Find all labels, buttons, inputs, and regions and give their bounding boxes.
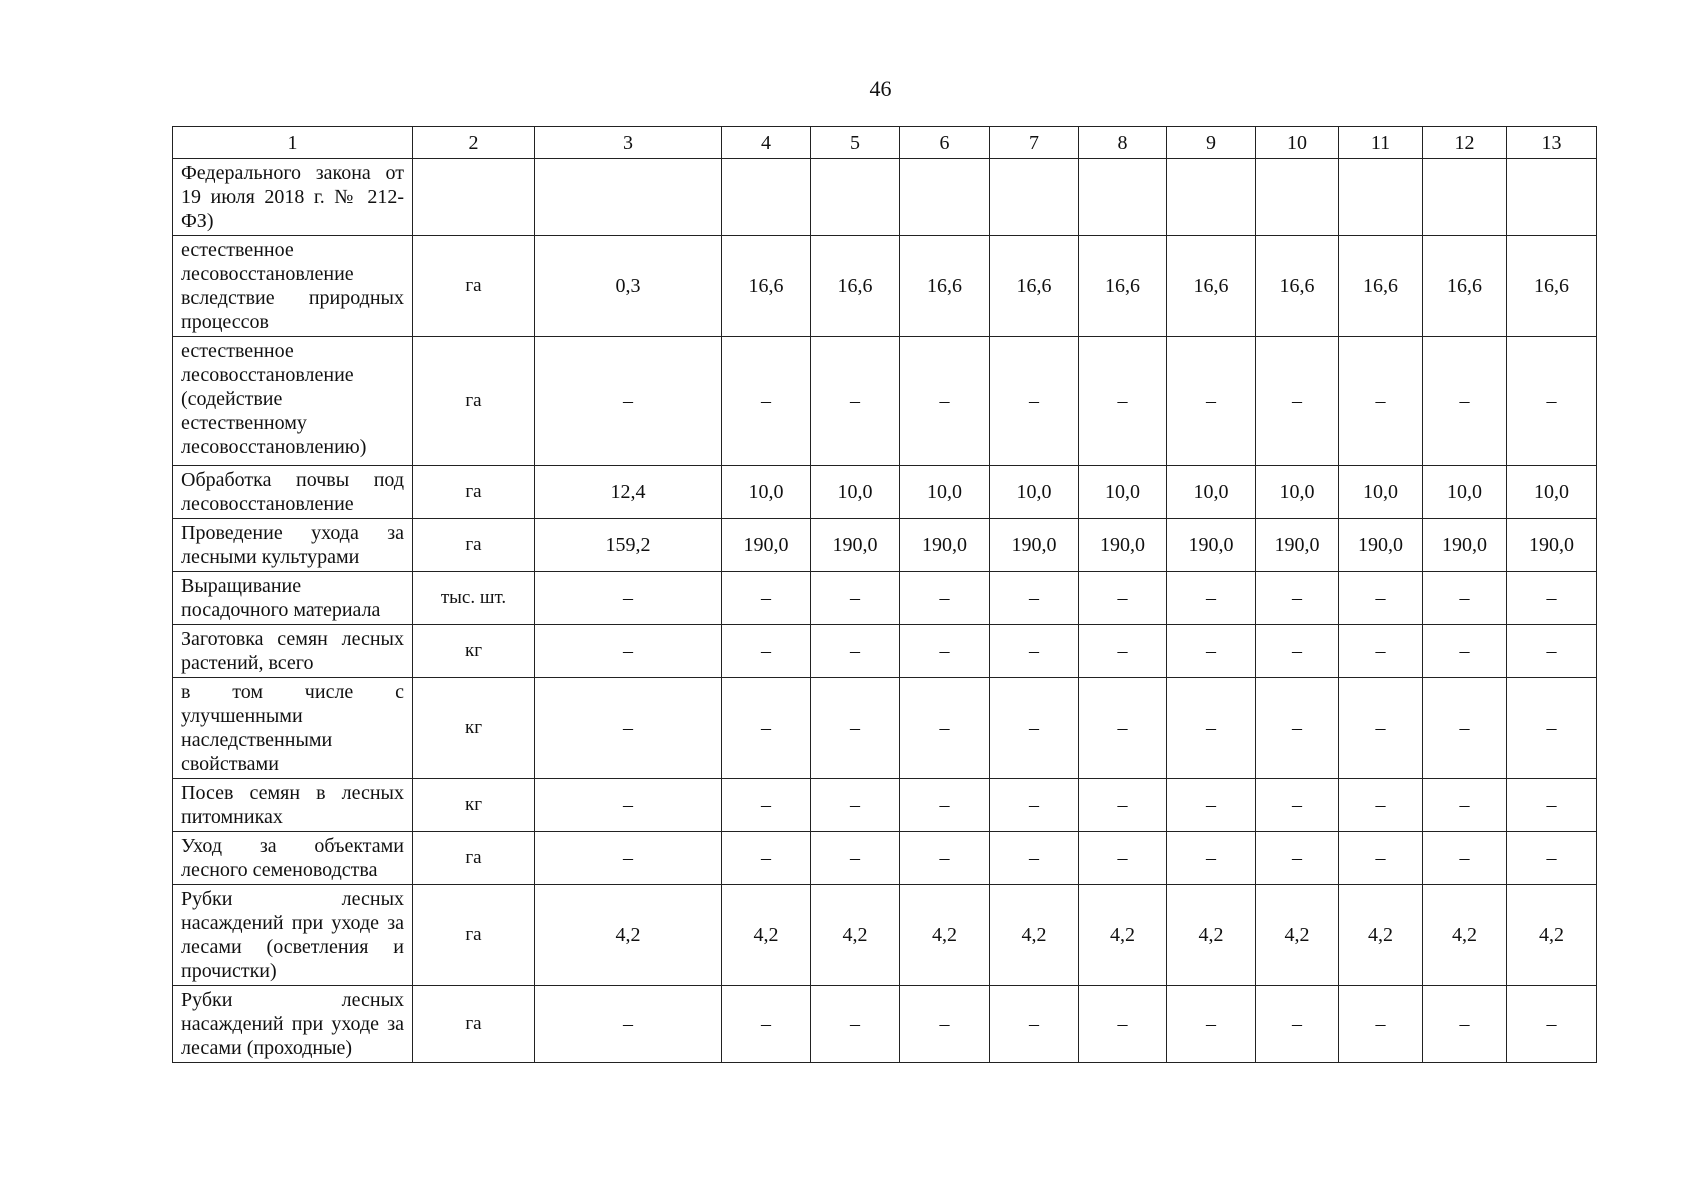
unit-cell: га [413, 519, 535, 572]
row-name-cell: Рубки лесных насаждений при уходе за лесами (проходные) [173, 986, 413, 1063]
value-cell: – [1256, 625, 1339, 678]
value-cell: 0,3 [535, 236, 722, 337]
table-body [173, 127, 1597, 1063]
unit-cell: кг [413, 625, 535, 678]
value-cell: – [1167, 678, 1256, 779]
row-name-cell: естественное лесовосстановление вследствие природных процессов [173, 236, 413, 337]
value-cell: – [1167, 625, 1256, 678]
value-cell: – [1256, 337, 1339, 466]
value-cell: – [1339, 678, 1423, 779]
value-cell: – [811, 678, 900, 779]
value-cell: – [1167, 986, 1256, 1063]
value-cell [535, 159, 722, 236]
value-cell: – [900, 625, 990, 678]
value-cell: 16,6 [1167, 236, 1256, 337]
value-cell: 16,6 [900, 236, 990, 337]
value-cell: 16,6 [1339, 236, 1423, 337]
value-cell: – [990, 625, 1079, 678]
header-cell: 8 [1079, 127, 1167, 159]
unit-cell: тыс. шт. [413, 572, 535, 625]
value-cell: 4,2 [1423, 885, 1507, 986]
row-name-cell: Проведение ухода за лесными культурами [173, 519, 413, 572]
value-cell: – [1423, 779, 1507, 832]
row-name-cell: Уход за объектами лесного семеноводства [173, 832, 413, 885]
row-name-cell: Федерального закона от 19 июля 2018 г. № 212-ФЗ) [173, 159, 413, 236]
value-cell: – [722, 779, 811, 832]
value-cell: 4,2 [811, 885, 900, 986]
value-cell: – [1507, 337, 1597, 466]
value-cell: – [1423, 572, 1507, 625]
header-cell: 11 [1339, 127, 1423, 159]
header-cell: 5 [811, 127, 900, 159]
value-cell [1423, 159, 1507, 236]
value-cell [811, 159, 900, 236]
value-cell: – [990, 678, 1079, 779]
value-cell: – [811, 832, 900, 885]
value-cell: – [1507, 678, 1597, 779]
header-cell: 7 [990, 127, 1079, 159]
unit-cell: га [413, 832, 535, 885]
value-cell: 190,0 [811, 519, 900, 572]
value-cell: 190,0 [900, 519, 990, 572]
value-cell: 16,6 [1423, 236, 1507, 337]
table-row [173, 986, 1597, 1063]
activity-table [172, 126, 1597, 1063]
value-cell: – [900, 678, 990, 779]
value-cell: – [811, 625, 900, 678]
value-cell: – [1423, 986, 1507, 1063]
value-cell: 4,2 [900, 885, 990, 986]
value-cell: – [722, 337, 811, 466]
value-cell: 10,0 [1167, 466, 1256, 519]
unit-cell: кг [413, 678, 535, 779]
value-cell: 10,0 [990, 466, 1079, 519]
value-cell: – [1167, 572, 1256, 625]
value-cell: – [1167, 832, 1256, 885]
value-cell: 16,6 [990, 236, 1079, 337]
value-cell: – [1507, 832, 1597, 885]
value-cell: – [1423, 832, 1507, 885]
value-cell: – [1507, 986, 1597, 1063]
value-cell: 190,0 [1339, 519, 1423, 572]
value-cell: – [1256, 986, 1339, 1063]
row-name-cell: естественное лесовосстановление (содействие естественному лесовосстановлению) [173, 337, 413, 466]
value-cell: 190,0 [990, 519, 1079, 572]
value-cell: – [1507, 779, 1597, 832]
header-cell: 12 [1423, 127, 1507, 159]
table-row [173, 832, 1597, 885]
value-cell: 10,0 [1256, 466, 1339, 519]
page-number: 46 [869, 76, 892, 101]
value-cell: – [1079, 625, 1167, 678]
header-cell: 2 [413, 127, 535, 159]
value-cell: – [1256, 832, 1339, 885]
value-cell: 190,0 [1256, 519, 1339, 572]
value-cell: 4,2 [1507, 885, 1597, 986]
table-row [173, 159, 1597, 236]
value-cell: – [900, 572, 990, 625]
value-cell [1507, 159, 1597, 236]
row-name-cell: Заготовка семян лесных растений, всего [173, 625, 413, 678]
unit-cell [413, 159, 535, 236]
value-cell: – [535, 337, 722, 466]
value-cell [900, 159, 990, 236]
table-row [173, 885, 1597, 986]
table-row [173, 678, 1597, 779]
value-cell: 4,2 [990, 885, 1079, 986]
header-cell: 4 [722, 127, 811, 159]
row-name-cell: Посев семян в лесных питомниках [173, 779, 413, 832]
value-cell: 190,0 [1507, 519, 1597, 572]
value-cell: – [811, 986, 900, 1063]
value-cell: 16,6 [1256, 236, 1339, 337]
value-cell: – [1423, 678, 1507, 779]
header-cell: 3 [535, 127, 722, 159]
value-cell: – [535, 625, 722, 678]
value-cell: – [1256, 572, 1339, 625]
value-cell: 190,0 [1167, 519, 1256, 572]
value-cell: 10,0 [722, 466, 811, 519]
value-cell: – [722, 572, 811, 625]
value-cell: – [722, 678, 811, 779]
value-cell: 12,4 [535, 466, 722, 519]
row-name-cell: Выращивание посадочного материала [173, 572, 413, 625]
value-cell: – [1339, 572, 1423, 625]
value-cell: – [1339, 832, 1423, 885]
value-cell: – [535, 572, 722, 625]
value-cell: 4,2 [535, 885, 722, 986]
row-name-cell: Рубки лесных насаждений при уходе за лесами (осветления и прочистки) [173, 885, 413, 986]
table-row [173, 625, 1597, 678]
value-cell: – [1423, 625, 1507, 678]
table-row [173, 779, 1597, 832]
value-cell: 16,6 [1079, 236, 1167, 337]
unit-cell: га [413, 466, 535, 519]
value-cell: 4,2 [1079, 885, 1167, 986]
value-cell: – [900, 337, 990, 466]
value-cell: – [1256, 678, 1339, 779]
value-cell: – [990, 986, 1079, 1063]
value-cell: – [1423, 337, 1507, 466]
header-cell: 6 [900, 127, 990, 159]
unit-cell: га [413, 986, 535, 1063]
value-cell: 16,6 [1507, 236, 1597, 337]
value-cell: 4,2 [1256, 885, 1339, 986]
value-cell: – [535, 986, 722, 1063]
value-cell: – [900, 986, 990, 1063]
header-cell: 13 [1507, 127, 1597, 159]
value-cell: – [1079, 986, 1167, 1063]
value-cell: – [1167, 779, 1256, 832]
unit-cell: кг [413, 779, 535, 832]
value-cell: 4,2 [1339, 885, 1423, 986]
value-cell: – [535, 678, 722, 779]
value-cell [722, 159, 811, 236]
value-cell: – [1079, 779, 1167, 832]
value-cell: 10,0 [1339, 466, 1423, 519]
value-cell: 190,0 [722, 519, 811, 572]
value-cell: – [1079, 678, 1167, 779]
table-row [173, 466, 1597, 519]
value-cell: – [811, 572, 900, 625]
value-cell: 4,2 [1167, 885, 1256, 986]
header-cell: 10 [1256, 127, 1339, 159]
table-row [173, 572, 1597, 625]
value-cell: 10,0 [1507, 466, 1597, 519]
value-cell: – [1079, 337, 1167, 466]
value-cell: – [1339, 779, 1423, 832]
value-cell [990, 159, 1079, 236]
value-cell: 159,2 [535, 519, 722, 572]
value-cell: – [1079, 832, 1167, 885]
value-cell: – [1256, 779, 1339, 832]
value-cell: – [1339, 986, 1423, 1063]
value-cell: 10,0 [1079, 466, 1167, 519]
value-cell: – [990, 572, 1079, 625]
value-cell: – [1507, 625, 1597, 678]
value-cell: – [722, 832, 811, 885]
value-cell: – [535, 779, 722, 832]
row-name-cell: в том числе с улучшенными наследственными свойствами [173, 678, 413, 779]
value-cell: – [1079, 572, 1167, 625]
value-cell [1256, 159, 1339, 236]
value-cell: 4,2 [722, 885, 811, 986]
value-cell: 16,6 [811, 236, 900, 337]
unit-cell: га [413, 885, 535, 986]
value-cell: – [535, 832, 722, 885]
header-row [173, 127, 1597, 159]
value-cell: – [1339, 337, 1423, 466]
value-cell: – [1167, 337, 1256, 466]
value-cell: – [811, 337, 900, 466]
value-cell: 10,0 [811, 466, 900, 519]
table-row [173, 236, 1597, 337]
table-row [173, 337, 1597, 466]
value-cell: 10,0 [1423, 466, 1507, 519]
value-cell: – [1339, 625, 1423, 678]
row-name-cell: Обработка почвы под лесовосстановление [173, 466, 413, 519]
value-cell: – [990, 832, 1079, 885]
table-row [173, 519, 1597, 572]
value-cell: – [811, 779, 900, 832]
value-cell [1339, 159, 1423, 236]
value-cell [1167, 159, 1256, 236]
value-cell: – [990, 337, 1079, 466]
value-cell: 190,0 [1079, 519, 1167, 572]
value-cell: – [900, 779, 990, 832]
value-cell: 190,0 [1423, 519, 1507, 572]
value-cell [1079, 159, 1167, 236]
unit-cell: га [413, 337, 535, 466]
value-cell: – [722, 625, 811, 678]
header-cell: 9 [1167, 127, 1256, 159]
value-cell: 10,0 [900, 466, 990, 519]
value-cell: – [990, 779, 1079, 832]
value-cell: – [722, 986, 811, 1063]
value-cell: – [900, 832, 990, 885]
value-cell: 16,6 [722, 236, 811, 337]
header-cell: 1 [173, 127, 413, 159]
unit-cell: га [413, 236, 535, 337]
value-cell: – [1507, 572, 1597, 625]
